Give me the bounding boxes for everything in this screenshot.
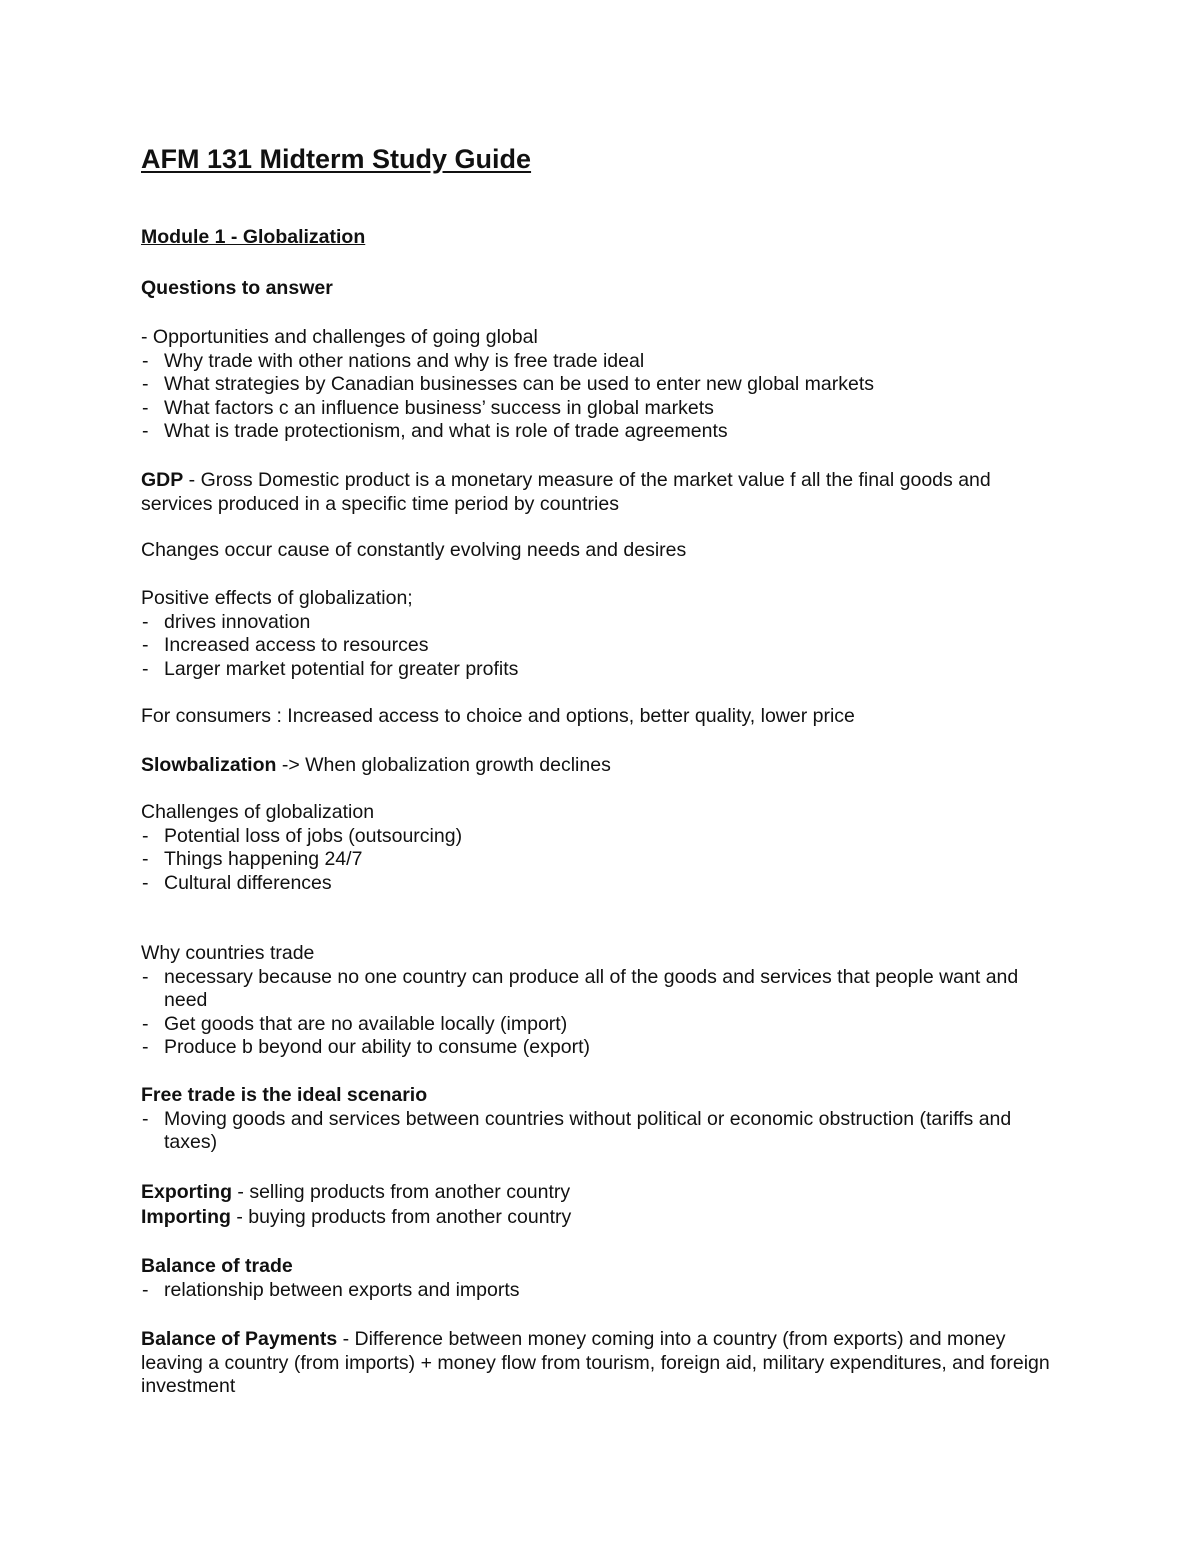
balance-payments-definition: - Difference between money coming into a country (from exports) and money leaving a country (from imports) + money flow from tourism, foreign aid, military expenditures, and foreign investment [141,1328,1050,1397]
list-item: - necessary because no one country can produce all of the goods and services that people want and need [141,966,1061,1013]
slowbalization-term: Slowbalization [141,754,277,776]
importing-definition: - buying products from another country [230,1205,572,1228]
questions-first-item: - Opportunities and challenges of going global [141,326,538,348]
balance-trade-heading: Balance of trade [141,1255,293,1277]
why-trade-section [141,942,1061,1060]
questions-section [141,277,1061,301]
list-item: - Potential loss of jobs (outsourcing) [141,825,1061,849]
slowbalization-section [141,754,1061,778]
free-trade-heading: Free trade is the ideal scenario [141,1084,428,1106]
consumers-section [141,705,1061,729]
document-title: AFM 131 Midterm Study Guide [141,144,532,174]
positive-section [141,587,1061,681]
list-item: - Produce b beyond our ability to consume (export) [141,1036,1061,1060]
list-item: - Get goods that are no available locally (import) [141,1013,1061,1037]
list-item: - Cultural differences [141,872,1061,896]
challenges-list [141,825,1061,896]
list-item: - Larger market potential for greater profits [141,658,1061,682]
challenges-section [141,801,1061,895]
free-trade-list [141,1108,1061,1155]
positive-heading: Positive effects of globalization; [141,587,413,609]
changes-section [141,539,1061,563]
list-item: - Things happening 24/7 [141,848,1061,872]
list-item: - Why trade with other nations and why is free trade ideal [141,350,1061,374]
questions-list [141,350,1061,444]
document-page [141,142,1061,1397]
list-item: - What strategies by Canadian businesses can be used to enter new global markets [141,373,1061,397]
slowbalization-paragraph [141,754,1061,778]
exporting-paragraph [141,1181,1061,1205]
list-item: - relationship between exports and imports [141,1279,1061,1303]
list-item: - What factors c an influence business’ success in global markets [141,397,1061,421]
questions-heading: Questions to answer [141,277,333,299]
gdp-term: GDP [141,469,184,491]
consumers-text: For consumers : Increased access to choice and options, better quality, lower price [141,705,855,727]
slowbalization-definition: -> When globalization growth declines [276,754,611,776]
challenges-heading: Challenges of globalization [141,801,375,823]
list-item: - What is trade protectionism, and what is role of trade agreements [141,420,1061,444]
list-item: - Moving goods and services between countries without political or economic obstruction (tariffs and taxes) [141,1108,1061,1155]
balance-payments-section [141,1328,1061,1399]
exporting-definition: - selling products from another country [232,1181,571,1203]
why-trade-list [141,966,1061,1060]
list-item: - drives innovation [141,611,1061,635]
module-heading: Module 1 - Globalization [141,226,366,248]
export-import-section [141,1181,1061,1229]
importing-term: Importing [141,1205,231,1228]
balance-trade-list [141,1279,1061,1303]
positive-list [141,611,1061,682]
importing-paragraph [141,1206,1061,1230]
balance-payments-term: Balance of Payments [141,1328,338,1350]
changes-text: Changes occur cause of constantly evolving needs and desires [141,539,687,561]
balance-payments-paragraph [141,1328,1061,1399]
gdp-section [141,469,1061,516]
exporting-term: Exporting [141,1181,232,1203]
why-trade-heading: Why countries trade [141,942,315,964]
gdp-definition: - Gross Domestic product is a monetary measure of the market value f all the final goods and services produced in a specific time period by countries [141,469,991,515]
gdp-paragraph [141,469,1061,516]
questions-list-section [141,326,1061,444]
balance-trade-section [141,1255,1061,1302]
free-trade-section [141,1084,1061,1155]
list-item: - Increased access to resources [141,634,1061,658]
